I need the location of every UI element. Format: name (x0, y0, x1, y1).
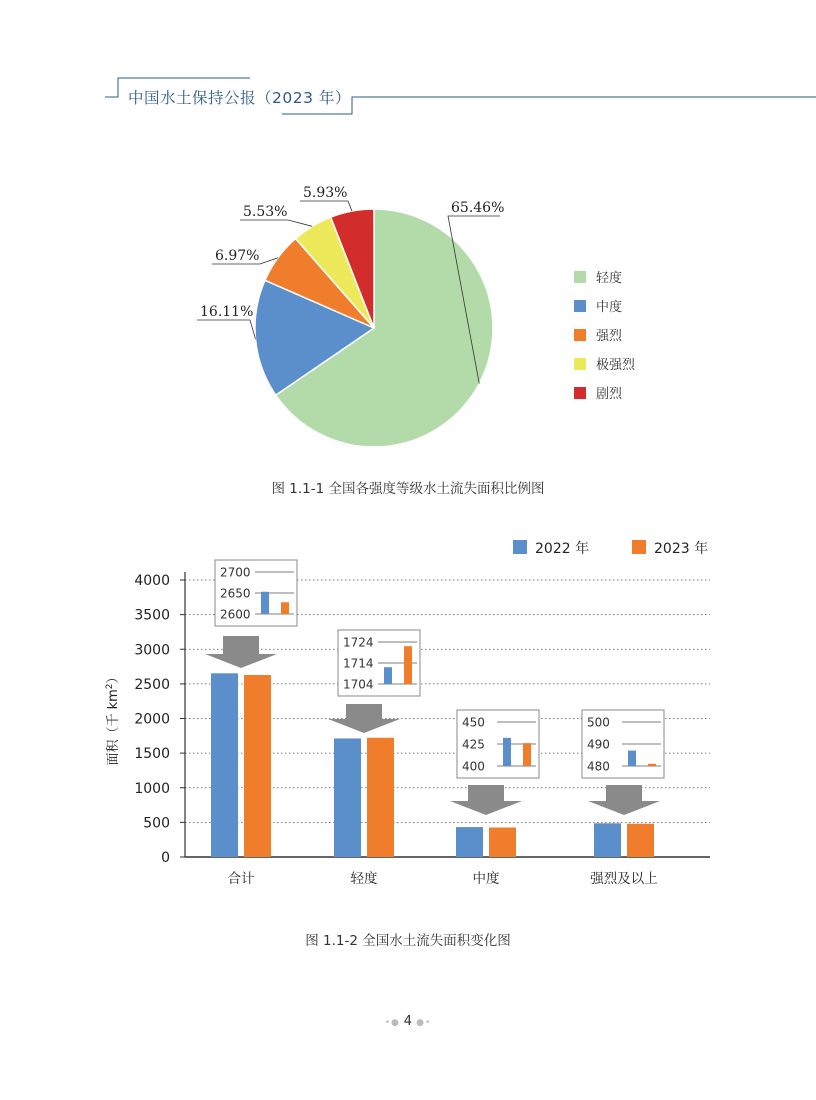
legend-swatch-2022 (513, 540, 527, 554)
inset-tick-label-total: 2700 (220, 565, 251, 580)
legend-swatch-severe (574, 387, 586, 399)
legend-swatch-strong (574, 329, 586, 341)
y-tick-label: 500 (143, 815, 170, 832)
y-tick-label: 2500 (134, 676, 170, 693)
bar-2023-light (367, 738, 394, 857)
header-frame (0, 0, 816, 130)
inset-tick-label-strong-and-above: 480 (587, 759, 610, 774)
pie-label-severe: 5.93% (303, 185, 348, 201)
inset-tick-label-total: 2650 (220, 586, 251, 601)
y-tick-label: 3500 (134, 607, 170, 624)
bar-chart (0, 528, 816, 898)
legend-label-moderate: 中度 (596, 300, 623, 315)
inset-tick-label-light: 1714 (343, 656, 374, 671)
page-number-row (0, 1014, 816, 1029)
y-axis-label (105, 670, 121, 765)
inset-bar-2022-moderate (503, 738, 511, 766)
inset-tick-label-moderate: 450 (462, 715, 485, 730)
legend-label-light: 轻度 (596, 271, 623, 286)
inset-bar-2022-light (384, 667, 392, 684)
legend-item-strong (574, 320, 635, 349)
pie-label-moderate: 16.11% (200, 304, 254, 320)
y-tick-label: 1000 (134, 780, 170, 797)
legend-item-very-strong (574, 349, 635, 378)
page-number: 4 (403, 1014, 412, 1029)
pie-leader-severe (300, 201, 352, 211)
y-tick-label: 0 (161, 850, 170, 866)
pie-label-strong: 6.97% (215, 248, 260, 264)
x-tick-label-light: 轻度 (350, 871, 378, 887)
legend-label-2022: 2022 年 (535, 541, 590, 557)
header-right-line (282, 97, 816, 114)
inset-tick-label-strong-and-above: 490 (587, 737, 610, 752)
pie-label-very-strong: 5.53% (243, 204, 288, 220)
inset-tick-label-light: 1724 (343, 635, 374, 650)
inset-bar-2023-moderate (523, 743, 531, 766)
inset-arrow-strong-and-above (588, 785, 660, 815)
bar-2022-moderate (456, 827, 483, 857)
inset-bar-2023-total (281, 602, 289, 614)
inset-tick-label-light: 1704 (343, 677, 374, 692)
inset-bar-2023-strong-and-above (648, 764, 656, 766)
legend-swatch-very-strong (574, 358, 586, 370)
report-title: 中国水土保持公报（2023 年） (128, 89, 351, 107)
figure2-caption: 图 1.1-2 全国水土流失面积变化图 (305, 933, 511, 949)
x-tick-label-strong-and-above: 强烈及以上 (590, 871, 658, 887)
legend-item-severe (574, 378, 635, 407)
page-dots-right: ●• (416, 1018, 432, 1028)
y-tick-label: 3000 (134, 642, 170, 659)
inset-tick-label-moderate: 400 (462, 759, 485, 774)
inset-arrow-total (205, 636, 277, 668)
pie-leader-very-strong (240, 220, 312, 226)
legend-label-2023: 2023 年 (654, 541, 709, 557)
legend-label-strong: 强烈 (596, 329, 623, 344)
page-dots-left: •● (384, 1018, 404, 1028)
legend-item-moderate (574, 291, 635, 320)
y-axis-label-superscript: 2 (105, 683, 115, 690)
inset-tick-label-strong-and-above: 500 (587, 715, 610, 730)
y-tick-label: 2000 (134, 711, 170, 728)
pie-legend (574, 262, 635, 407)
inset-bar-2022-total (261, 592, 269, 614)
pie-leader-moderate (197, 320, 256, 339)
inset-bar-2022-strong-and-above (628, 751, 636, 766)
legend-label-very-strong: 极强烈 (596, 358, 636, 373)
figure1-caption: 图 1.1-1 全国各强度等级水土流失面积比例图 (271, 481, 545, 497)
legend-item-light (574, 262, 635, 291)
legend-swatch-2023 (632, 540, 646, 554)
bar-2023-total (244, 675, 271, 857)
y-tick-label: 4000 (134, 573, 170, 589)
pie-chart (180, 170, 540, 460)
inset-arrow-moderate (450, 785, 522, 815)
bar-2023-moderate (489, 827, 516, 857)
inset-tick-label-total: 2600 (220, 607, 251, 622)
bar-2023-strong-and-above (627, 824, 654, 857)
inset-bar-2023-light (404, 646, 412, 684)
legend-swatch-moderate (574, 300, 586, 312)
y-tick-label: 1500 (134, 746, 170, 763)
pie-label-light: 65.46% (451, 200, 505, 216)
y-axis-label-close: ） (106, 670, 121, 684)
bar-2022-light (334, 738, 361, 857)
x-tick-label-moderate: 中度 (472, 871, 500, 887)
bar-2022-total (211, 673, 238, 857)
inset-tick-label-moderate: 425 (462, 737, 485, 752)
y-axis-label-text: 面积（千 km (106, 689, 121, 766)
bar-2022-strong-and-above (594, 823, 621, 857)
legend-swatch-light (574, 271, 586, 283)
legend-label-severe: 剧烈 (596, 387, 623, 402)
x-tick-label-total: 合计 (227, 871, 255, 887)
